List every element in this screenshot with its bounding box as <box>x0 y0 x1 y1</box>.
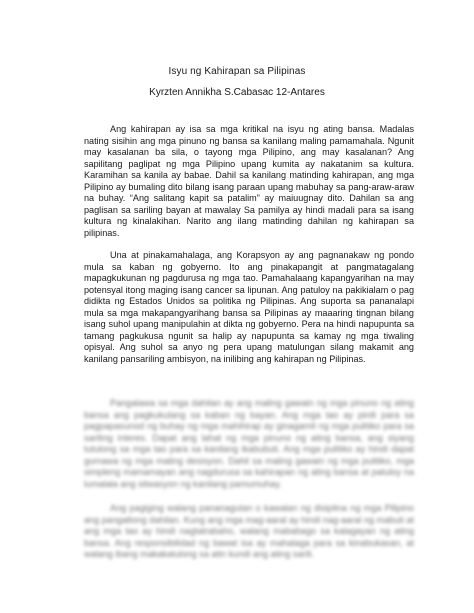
paragraph-3-blurred: Pangalawa sa mga dahilan ay ang maling gawain ng mga pinuno ng ating bansa ang pagkukulang sa kaban ng bayan. Ang mga tao ay pinili para sa pagpapasunod ng buhay ng mga mahihirap ay ginagamit ng mga pulitiko para sa sariling interes. Dapat ang lahat ng mga pinuno ng ating bansa, ang siyang tutulong sa mga tao para sa kanilang ikabubuti. Ang mga pulitiko ay hindi dapat gumawa ng mga maling desisyon. Dahil sa maling gawain ng mga pulitiko, mga simpleng mamamayan ang nagdurusa sa kahirapan ng ating bansa at patuloy na lumalala ang sitwasyon ng kanilang pamumuhay. <box>84 398 414 489</box>
document-title: Isyu ng Kahirapan sa Pilipinas <box>168 66 306 77</box>
paragraph-4-blurred: Ang pagiging walang pananagutan o kawalan ng disiplina ng mga Pilipino ang pangatlong dahilan. Kung ang mga mag-aaral ay hindi nag-aaral ng mabuti at ang mga tao ay hindi nagtatrabaho, walang mababago sa kalagayan ng ating bansa. Ang responsibilidad ng bawat isa ay mahalaga para sa kinabukasan, at walang ibang makakatulong sa atin kundi ang ating sarili. <box>84 503 414 559</box>
paragraph-1: Ang kahirapan ay isa sa mga kritikal na isyu ng ating bansa. Madalas nating sisihin ang mga pinuno ng bansa sa kanilang maling pamamahala. Ngunit may kasalanan ba sila, o tayong mga Pilipino, ang may kasalanan? Ang sapilitang paglipat ng mga Pilipino upang kumita ay nakatanim sa kultura. Karamihan sa kanila ay babae. Dahil sa kanilang matinding kahirapan, ang mga Pilipino ay bumaling dito bilang isang paraan upang mabuhay sa pang-araw-araw na buhay. “Ang salitang kapit sa patalim” ay maiuugnay dito. Dahilan sa ang paglisan sa sariling bayan at mawalay Sa pamilya ay hindi madali para sa isang kultura ng kinalakihan. Narito ang ilang matinding dahilan ng kahirapan sa pilipinas. <box>84 124 414 238</box>
paragraph-2: Una at pinakamahalaga, ang Korapsyon ay ang pagnanakaw ng pondo mula sa kaban ng gobyerno. Ito ang pinakapangit at pangmatagalang mapagkukunan ng pagdurusa ng mga tao. Pamahalaang kapangyarihan na may potensyal itong maging isang cancer sa lipunan. Ang patuloy na pakikialam o pag didikta ng Estados Unidos sa politika ng Pilipinas. Ang suporta sa pananalapi mula sa mga makapangyarihang bansa sa Pilipinas ay maaaring tingnan bilang isang suhol upang manipulahin at dikta ng gobyerno. Pera na hindi napupunta sa tamang pagkukusa ngunit sa halip ay napupunta sa kamay ng mga tiwaling opisyal. Ang suhol sa anyo ng pera upang matulungan silang makamit ang kanilang pansariling ambisyon, na inilibing ang kahirapan ng Pilipinas. <box>84 250 414 364</box>
author-line: Kyrzten Annikha S.Cabasac 12-Antares <box>149 87 325 98</box>
